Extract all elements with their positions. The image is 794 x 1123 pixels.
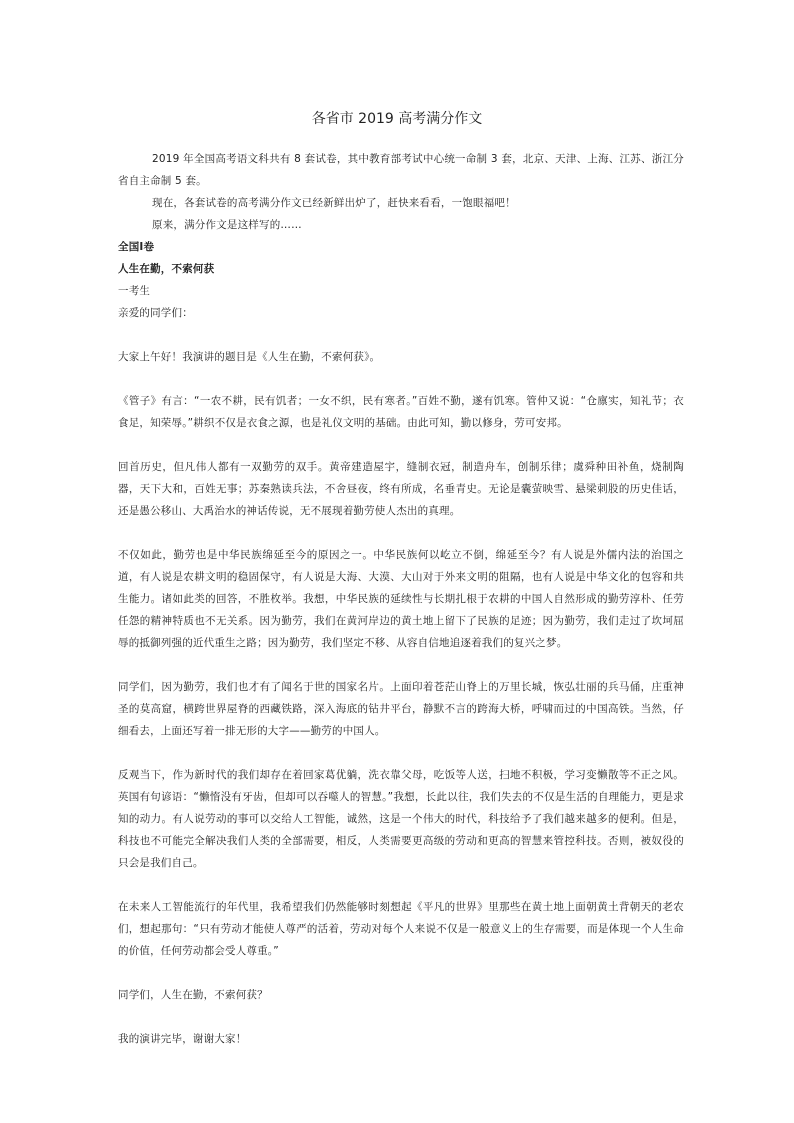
essay-paragraph-3: 回首历史，但凡伟人都有一双勤劳的双手。黄帝建造屋宇，缝制衣冠，制造舟车，创制乐律；虞舜种田补鱼，烧制陶器，天下大和，百姓无事；苏秦熟读兵法，不舍昼夜，终有所成，名垂青史。无论是囊萤映雪、悬梁刺股的历史佳话，还是愚公移山、大禹治水的神话传说，无不展现着勤劳使人杰出的真理。 (118, 461, 684, 517)
section-label: 全国Ⅰ卷 (118, 241, 155, 253)
essay-paragraph-8: 同学们，人生在勤，不索何获？ (118, 989, 268, 1001)
essay-paragraph-9: 我的演讲完毕，谢谢大家！ (118, 1033, 247, 1045)
essay-paragraph-1: 大家上午好！我演讲的题目是《人生在勤，不索何获》。 (118, 351, 381, 363)
essay-paragraph-7: 在未来人工智能流行的年代里，我希望我们仍然能够时刻想起《平凡的世界》里那些在黄土地上面朝黄土背朝天的老农们，想起那句：“只有劳动才能使人尊严的活着，劳动对每个人来说不仅是一般意义上的生存需要，而是体现一个人生命的价值，任何劳动都会受人尊重。” (118, 901, 684, 957)
essay-salutation: 亲爱的同学们： (118, 307, 193, 319)
essay-paragraph-6: 反观当下，作为新时代的我们却存在着回家葛优躺，洗衣靠父母，吃饭等人送，扫地不积极，学习变懒散等不正之风。英国有句谚语：“懒惰没有牙齿，但却可以吞噬人的智慧。”我想，长此以往，我们失去的不仅是生活的自理能力，更是求知的动力。有人说劳动的事可以交给人工智能，诚然，这是一个伟大的时代，科技给予了我们越来越多的便利。但是，科技也不可能完全解决我们人类的全部需要，相反，人类需要更高级的劳动和更高的智慧来管控科技。否则，被奴役的只会是我们自己。 (118, 769, 684, 869)
document-title: 各省市 2019 高考满分作文 (311, 111, 483, 127)
intro-paragraph-3: 原来，满分作文是这样写的…… (152, 219, 302, 231)
essay-paragraph-5: 同学们，因为勤劳，我们也才有了闻名于世的国家名片。上面印着苍茫山脊上的万里长城，恢弘壮丽的兵马俑，庄重神圣的莫高窟，横跨世界屋脊的西藏铁路，深入海底的钻井平台，静默不言的跨海大桥，呼啸而过的中国高铁。当然，仔细看去，上面还写着一排无形的大字——勤劳的中国人。 (118, 681, 684, 737)
intro-paragraph-2: 现在，各套试卷的高考满分作文已经新鲜出炉了，赶快来看看，一饱眼福吧！ (152, 197, 516, 209)
essay-title: 人生在勤，不索何获 (118, 263, 215, 275)
document-body (118, 148, 684, 1050)
essay-author: 一考生 (118, 285, 151, 297)
essay-paragraph-4: 不仅如此，勤劳也是中华民族绵延至今的原因之一。中华民族何以屹立不倒，绵延至今？有人说是外儒内法的治国之道，有人说是农耕文明的稳固保守，有人说是大海、大漠、大山对于外来文明的阻隔，也有人说是中华文化的包容和共生能力。诸如此类的回答，不胜枚举。我想，中华民族的延续性与长期扎根于农耕的中国人自然形成的勤劳淳朴、任劳任怨的精神特质也不无关系。因为勤劳，我们在黄河岸边的黄土地上留下了民族的足迹；因为勤劳，我们走过了坎坷屈辱的抵御列强的近代重生之路；因为勤劳，我们坚定不移、从容自信地追逐着我们的复兴之梦。 (118, 549, 684, 649)
intro-paragraph-1: 2019 年全国高考语文科共有 8 套试卷，其中教育部考试中心统一命制 3 套，北京、天津、上海、江苏、浙江分省自主命制 5 套。 (118, 153, 684, 187)
essay-paragraph-2: 《管子》有言：“一农不耕，民有饥者；一女不织，民有寒者。”百姓不勤，遂有饥寒。管仲又说：“仓廪实，知礼节；衣食足，知荣辱。”耕织不仅是衣食之源，也是礼仪文明的基础。由此可知，勤以修身，劳可安邦。 (118, 395, 684, 429)
